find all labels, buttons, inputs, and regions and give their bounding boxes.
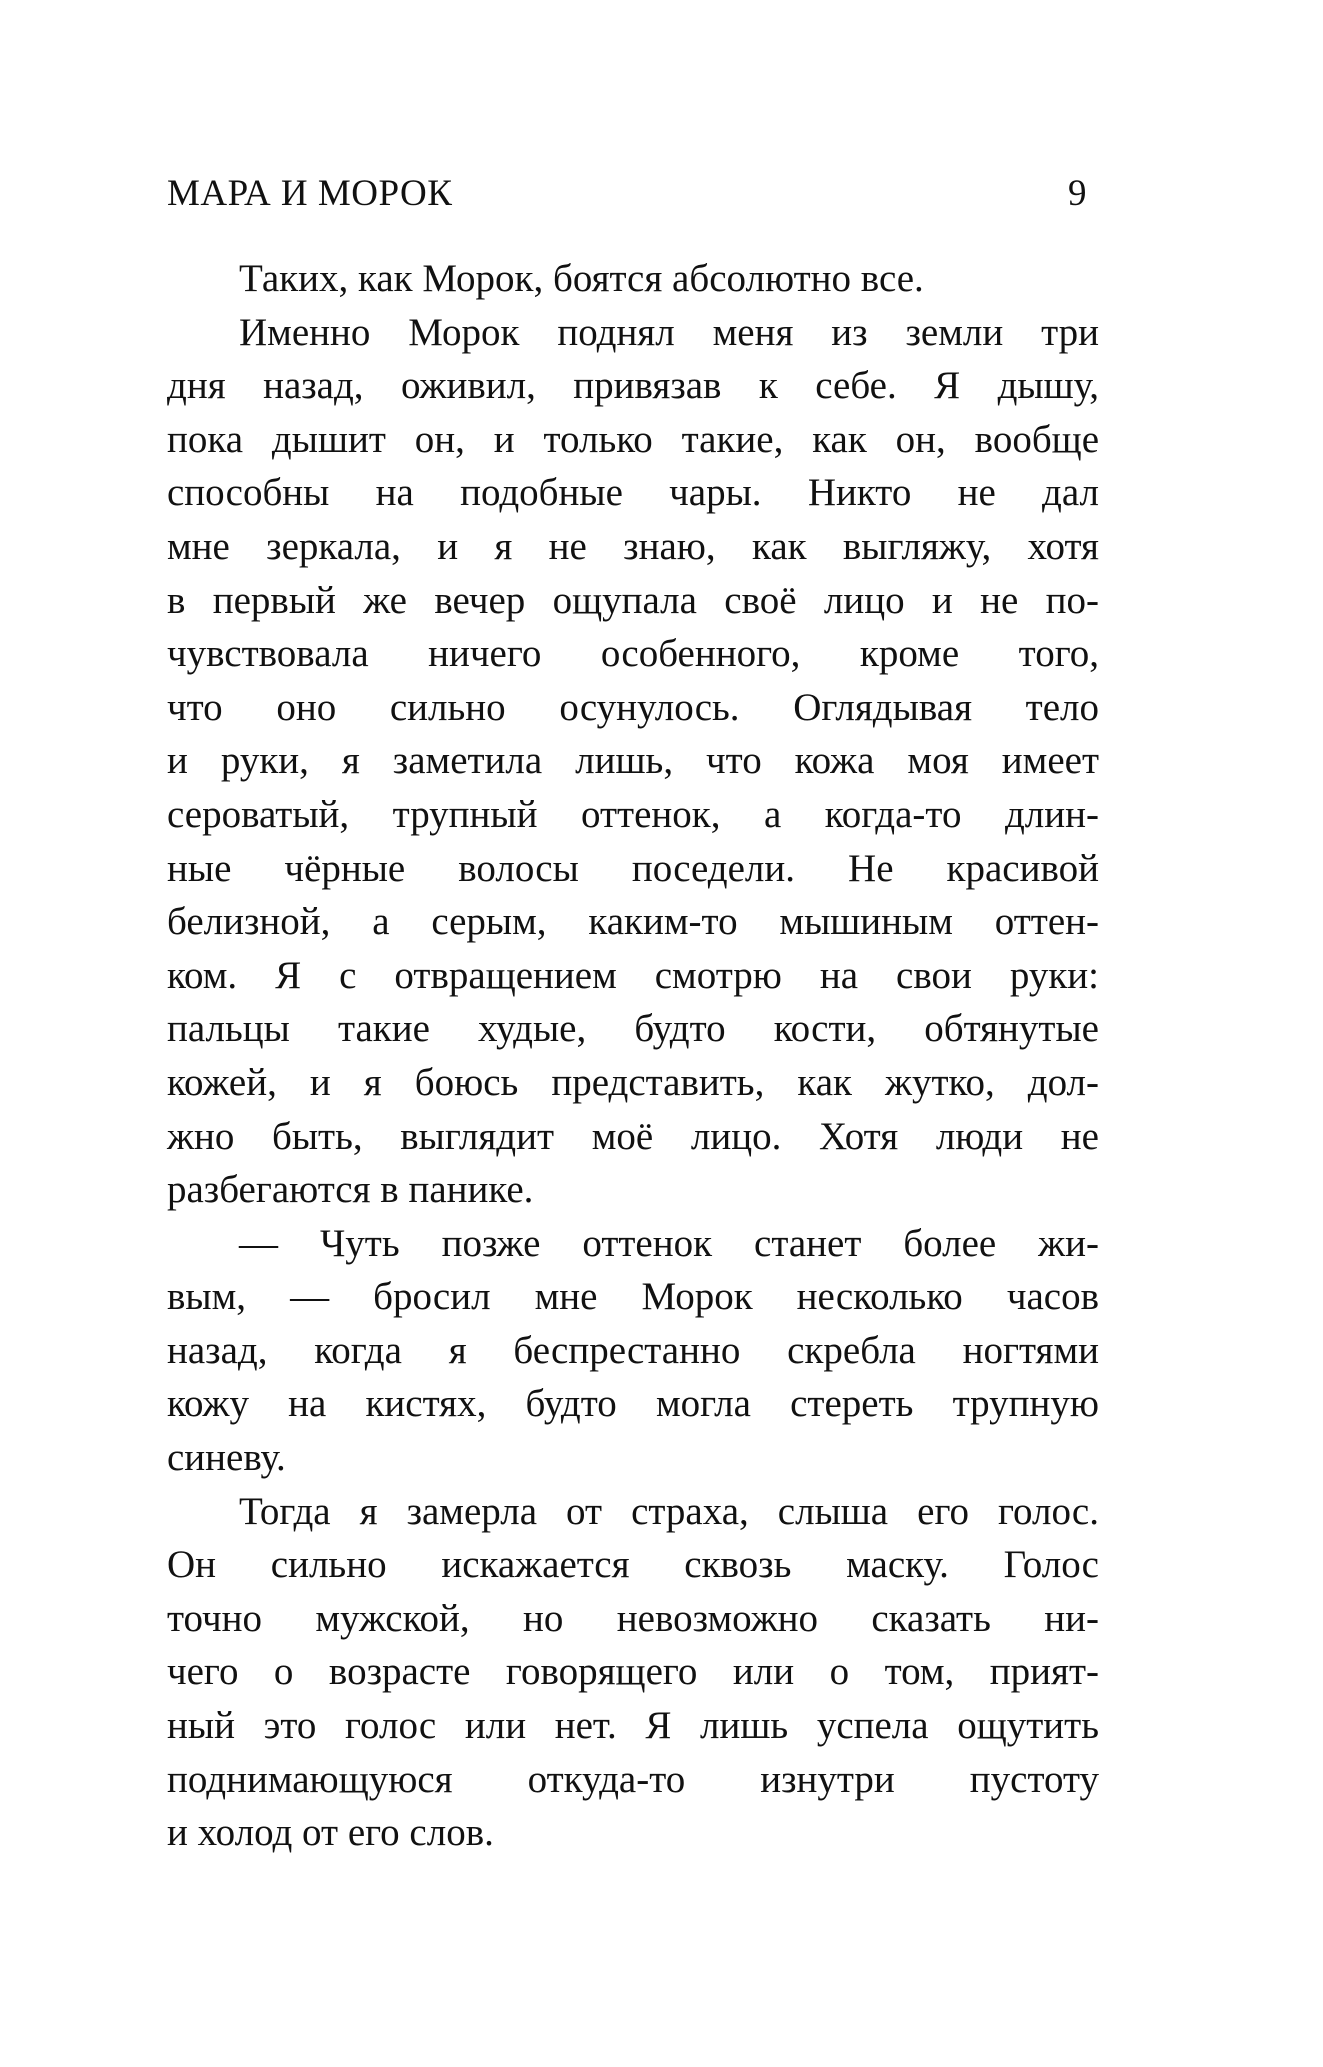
text-line: ком. Я с отвращением смотрю на свои руки: (167, 953, 1099, 997)
text-line: — Чуть позже оттенок станет более жи- (239, 1221, 1099, 1265)
text-line: жно быть, выглядит моё лицо. Хотя люди не (167, 1114, 1099, 1158)
text-line: Таких, как Морок, боятся абсолютно все. (239, 257, 924, 300)
text-line: вым, — бросил мне Морок несколько часов (167, 1275, 1099, 1319)
text-line: в первый же вечер ощупала своё лицо и не по- (167, 578, 1099, 622)
text-line: синеву. (167, 1436, 286, 1480)
book-title: МАРА И МОРОК (167, 173, 453, 214)
text-line: точно мужской, но невозможно сказать ни- (167, 1596, 1099, 1640)
text-line: белизной, а серым, каким-то мышиным оттен- (167, 900, 1099, 944)
text-line: разбегаются в панике. (167, 1168, 534, 1212)
text-line: пальцы такие худые, будто кости, обтянутые (167, 1007, 1099, 1051)
text-line: дня назад, оживил, привязав к себе. Я дышу, (167, 364, 1099, 408)
text-line: сероватый, трупный оттенок, а когда-то длин- (167, 792, 1099, 836)
body-text (167, 252, 1099, 1860)
text-line: мне зеркала, и я не знаю, как выгляжу, хотя (167, 524, 1099, 568)
text-line: кожу на кистях, будто могла стереть трупную (167, 1382, 1099, 1426)
text-line: и руки, я заметила лишь, что кожа моя имеет (167, 739, 1099, 783)
text-line: и холод от его слов. (167, 1811, 494, 1855)
text-line: поднимающуюся откуда-то изнутри пустоту (167, 1757, 1099, 1801)
text-line: ные чёрные волосы поседели. Не красивой (167, 846, 1099, 890)
text-line: чего о возрасте говорящего или о том, прият- (167, 1650, 1099, 1694)
page-number: 9 (1068, 173, 1087, 214)
text-line: способны на подобные чары. Никто не дал (167, 471, 1099, 515)
text-line: назад, когда я беспрестанно скребла ногтями (167, 1328, 1099, 1372)
text-line: кожей, и я боюсь представить, как жутко, дол- (167, 1060, 1099, 1104)
text-line: Он сильно искажается сквозь маску. Голос (167, 1543, 1099, 1587)
text-line: ный это голос или нет. Я лишь успела ощутить (167, 1704, 1099, 1748)
text-line: Тогда я замерла от страха, слыша его голос. (239, 1489, 1099, 1533)
running-header (167, 172, 1087, 220)
text-line: Именно Морок поднял меня из земли три (239, 310, 1099, 354)
text-line: что оно сильно осунулось. Оглядывая тело (167, 685, 1099, 729)
text-line: чувствовала ничего особенного, кроме того, (167, 632, 1099, 676)
text-line: пока дышит он, и только такие, как он, вообще (167, 417, 1099, 461)
